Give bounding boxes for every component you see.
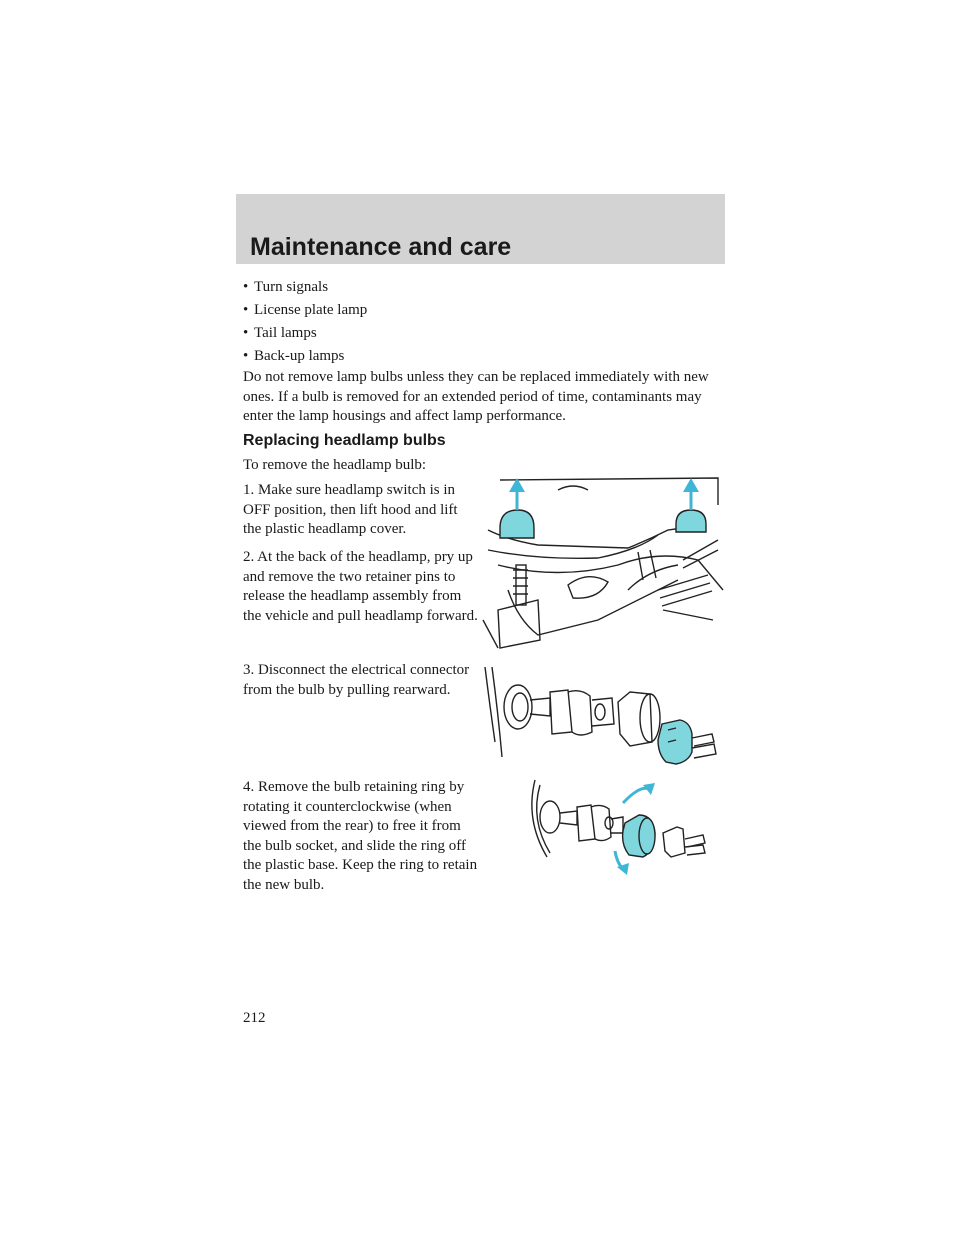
- step-1: 1. Make sure headlamp switch is in OFF position, then lift hood and lift the plastic headlamp cover.: [243, 482, 458, 537]
- bullet-icon: •: [243, 302, 249, 318]
- bulb-list: [243, 276, 367, 368]
- step-3: 3. Disconnect the electrical connector from the bulb by pulling rearward.: [243, 662, 470, 698]
- procedure-intro: To remove the headlamp bulb:: [243, 457, 427, 473]
- retainer-pin-right-icon: [676, 510, 706, 532]
- list-item: • Back-up lamps: [243, 345, 367, 368]
- up-arrow-right-icon: [683, 478, 699, 510]
- connector-highlight-icon: [658, 720, 692, 764]
- retainer-pin-left-icon: [500, 510, 534, 538]
- retaining-ring-illustration: [505, 775, 730, 880]
- caution-paragraph: Do not remove lamp bulbs unless they can be replaced immediately with new ones. If a bulb is removed for an extended period of time, contaminants may enter the lamp housings and affect lamp performance.: [243, 369, 709, 424]
- page-number: 212: [243, 1010, 266, 1026]
- section-header-bar: [236, 194, 725, 264]
- list-item: • Tail lamps: [243, 322, 367, 345]
- step-4: 4. Remove the bulb retaining ring by rotating it counterclockwise (when viewed from the rear) to free it from the bulb socket, and slide the ring off the plastic base. Keep the ring to retain the new bulb.: [243, 779, 478, 893]
- electrical-connector-illustration: [480, 662, 730, 772]
- bullet-icon: •: [243, 279, 249, 295]
- section-heading: Replacing headlamp bulbs: [243, 432, 446, 449]
- bullet-icon: •: [243, 348, 249, 364]
- list-item: • Turn signals: [243, 276, 367, 299]
- bullet-icon: •: [243, 325, 249, 341]
- list-item: • License plate lamp: [243, 299, 367, 322]
- section-title: Maintenance and care: [250, 233, 512, 261]
- step-2: 2. At the back of the headlamp, pry up and remove the two retainer pins to release the headlamp assembly from the vehicle and pull headlamp forward.: [243, 549, 478, 624]
- up-arrow-left-icon: [509, 478, 525, 510]
- headlamp-retainer-pins-illustration: [478, 470, 728, 650]
